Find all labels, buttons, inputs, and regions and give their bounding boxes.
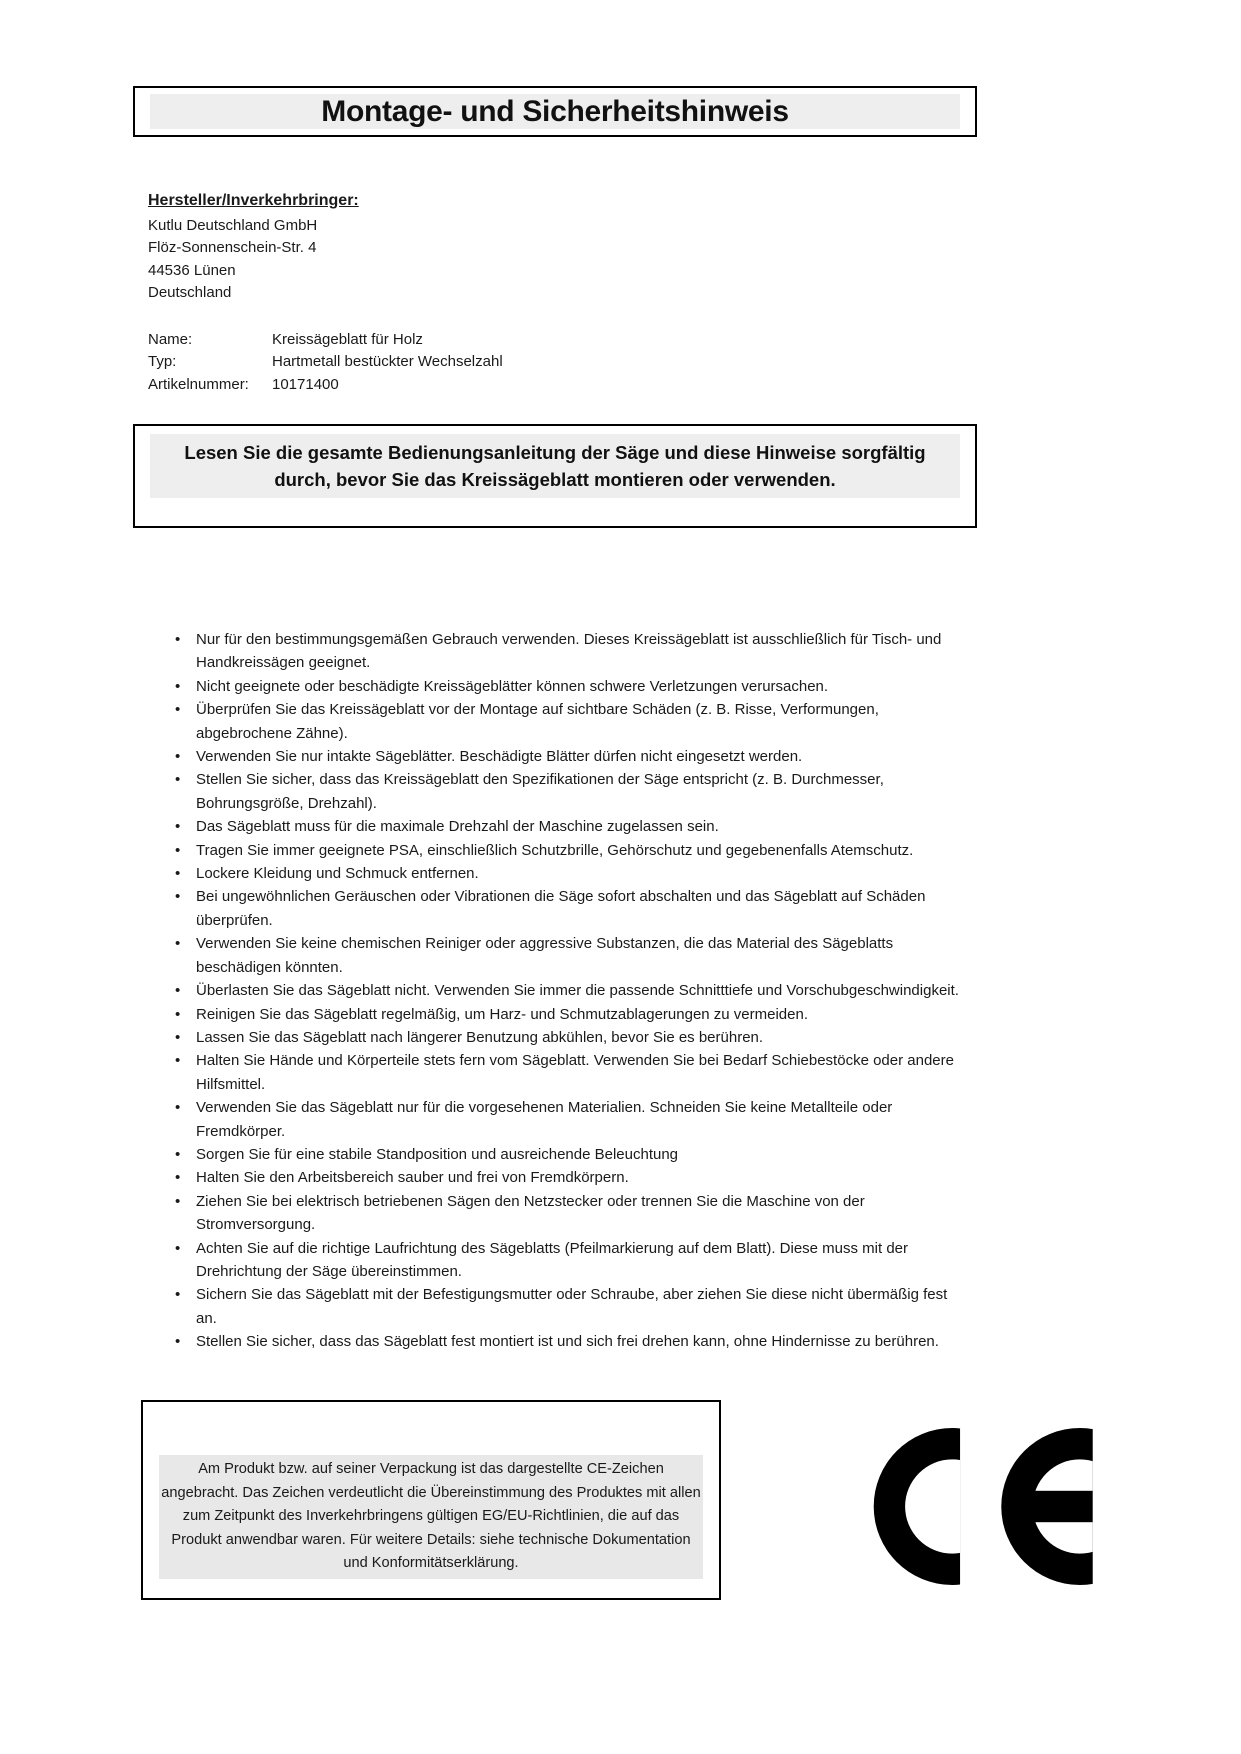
safety-list-item: • Überlasten Sie das Sägeblatt nicht. Verwenden Sie immer die passende Schnitttiefe und Vorschubgeschwindigkeit.	[174, 979, 964, 1002]
safety-list-item: • Tragen Sie immer geeignete PSA, einschließlich Schutzbrille, Gehörschutz und gegebenenfalls Atemschutz.	[174, 839, 964, 862]
safety-list-item: • Lockere Kleidung und Schmuck entfernen.	[174, 862, 964, 885]
product-value: Kreissägeblatt für Holz	[272, 331, 423, 348]
ce-declaration-box	[141, 1400, 721, 1600]
product-value: 10171400	[272, 375, 339, 393]
safety-list-item: • Reinigen Sie das Sägeblatt regelmäßig, um Harz- und Schmutzablagerungen zu vermeiden.	[174, 1003, 964, 1026]
manufacturer-line: Deutschland	[148, 283, 232, 301]
ce-mark-logo	[872, 1428, 1096, 1585]
title-box	[133, 86, 977, 137]
safety-list-item: • Halten Sie Hände und Körperteile stets fern vom Sägeblatt. Verwenden Sie bei Bedarf Schiebestöcke oder andere Hilfsmittel.	[174, 1049, 964, 1096]
safety-list-item: • Halten Sie den Arbeitsbereich sauber und frei von Fremdkörpern.	[174, 1166, 964, 1189]
product-label: Typ:	[148, 353, 177, 371]
product-row	[148, 351, 503, 373]
product-info	[148, 329, 503, 396]
title-band	[150, 94, 960, 129]
product-row	[148, 329, 503, 351]
product-value: Hartmetall bestückter Wechselzahl	[272, 353, 503, 371]
safety-list-item: • Achten Sie auf die richtige Laufrichtung des Sägeblatts (Pfeilmarkierung auf dem Blatt). Diese muss mit der Drehrichtung der Säge übereinstimmen.	[174, 1237, 964, 1284]
safety-list-item: • Das Sägeblatt muss für die maximale Drehzahl der Maschine zugelassen sein.	[174, 815, 964, 838]
manufacturer-line: 44536 Lünen	[148, 261, 236, 279]
safety-list-item: • Nur für den bestimmungsgemäßen Gebrauch verwenden. Dieses Kreissägeblatt ist ausschließlich für Tisch- und Handkreissägen geeignet.	[174, 628, 964, 675]
manufacturer-line: Kutlu Deutschland GmbH	[148, 217, 318, 234]
safety-list-item: • Bei ungewöhnlichen Geräuschen oder Vibrationen die Säge sofort abschalten und das Sägeblatt auf Schäden überprüfen.	[174, 885, 964, 932]
manufacturer-heading: Hersteller/Inverkehrbringer:	[148, 192, 359, 209]
product-row	[148, 374, 503, 396]
safety-list-item: • Nicht geeignete oder beschädigte Kreissägeblätter können schwere Verletzungen verursachen.	[174, 675, 964, 698]
manufacturer-line: Flöz-Sonnenschein-Str. 4	[148, 239, 317, 257]
safety-list-item: • Sorgen Sie für eine stabile Standposition und ausreichende Beleuchtung	[174, 1143, 964, 1166]
safety-list-item: • Ziehen Sie bei elektrisch betriebenen Sägen den Netzstecker oder trennen Sie die Maschine von der Stromversorgung.	[174, 1190, 964, 1237]
warning-band	[150, 434, 960, 498]
safety-list	[174, 628, 964, 1354]
product-label: Artikelnummer:	[148, 375, 249, 393]
warning-text: Lesen Sie die gesamte Bedienungsanleitung der Säge und diese Hinweise sorgfältig durch, bevor Sie das Kreissägeblatt montieren oder verwenden.	[184, 442, 926, 490]
ce-declaration-band	[159, 1455, 703, 1579]
safety-list-item: • Stellen Sie sicher, dass das Sägeblatt fest montiert ist und sich frei drehen kann, ohne Hindernisse zu berühren.	[174, 1330, 964, 1353]
safety-list-item: • Überprüfen Sie das Kreissägeblatt vor der Montage auf sichtbare Schäden (z. B. Risse, Verformungen, abgebrochene Zähne).	[174, 698, 964, 745]
safety-list-item: • Verwenden Sie keine chemischen Reiniger oder aggressive Substanzen, die das Material des Sägeblatts beschädigen könnten.	[174, 932, 964, 979]
ce-declaration-text: Am Produkt bzw. auf seiner Verpackung ist das dargestellte CE-Zeichen angebracht. Das Zeichen verdeutlicht die Übereinstimmung des Produktes mit allen zum Zeitpunkt des Inverkehrbringens gültigen EG/EU-Richtlinien, die auf das Produkt anwendbar waren. Für weitere Details: siehe technische Dokumentation und Konformitätserklärung.	[161, 1461, 701, 1571]
product-label: Name:	[148, 331, 193, 348]
safety-list-item: • Verwenden Sie das Sägeblatt nur für die vorgesehenen Materialien. Schneiden Sie keine Metallteile oder Fremdkörper.	[174, 1096, 964, 1143]
safety-list-item: • Lassen Sie das Sägeblatt nach längerer Benutzung abkühlen, bevor Sie es berühren.	[174, 1026, 964, 1049]
safety-list-item: • Sichern Sie das Sägeblatt mit der Befestigungsmutter oder Schraube, aber ziehen Sie diese nicht übermäßig fest an.	[174, 1283, 964, 1330]
ce-mark-icon	[872, 1428, 1096, 1585]
safety-list-item: • Verwenden Sie nur intakte Sägeblätter. Beschädigte Blätter dürfen nicht eingesetzt werden.	[174, 745, 964, 768]
warning-box	[133, 424, 977, 528]
page-title: Montage- und Sicherheitshinweis	[321, 94, 789, 128]
manufacturer-section	[148, 189, 359, 304]
safety-list-item: • Stellen Sie sicher, dass das Kreissägeblatt den Spezifikationen der Säge entspricht (z. B. Durchmesser, Bohrungsgröße, Drehzahl).	[174, 768, 964, 815]
